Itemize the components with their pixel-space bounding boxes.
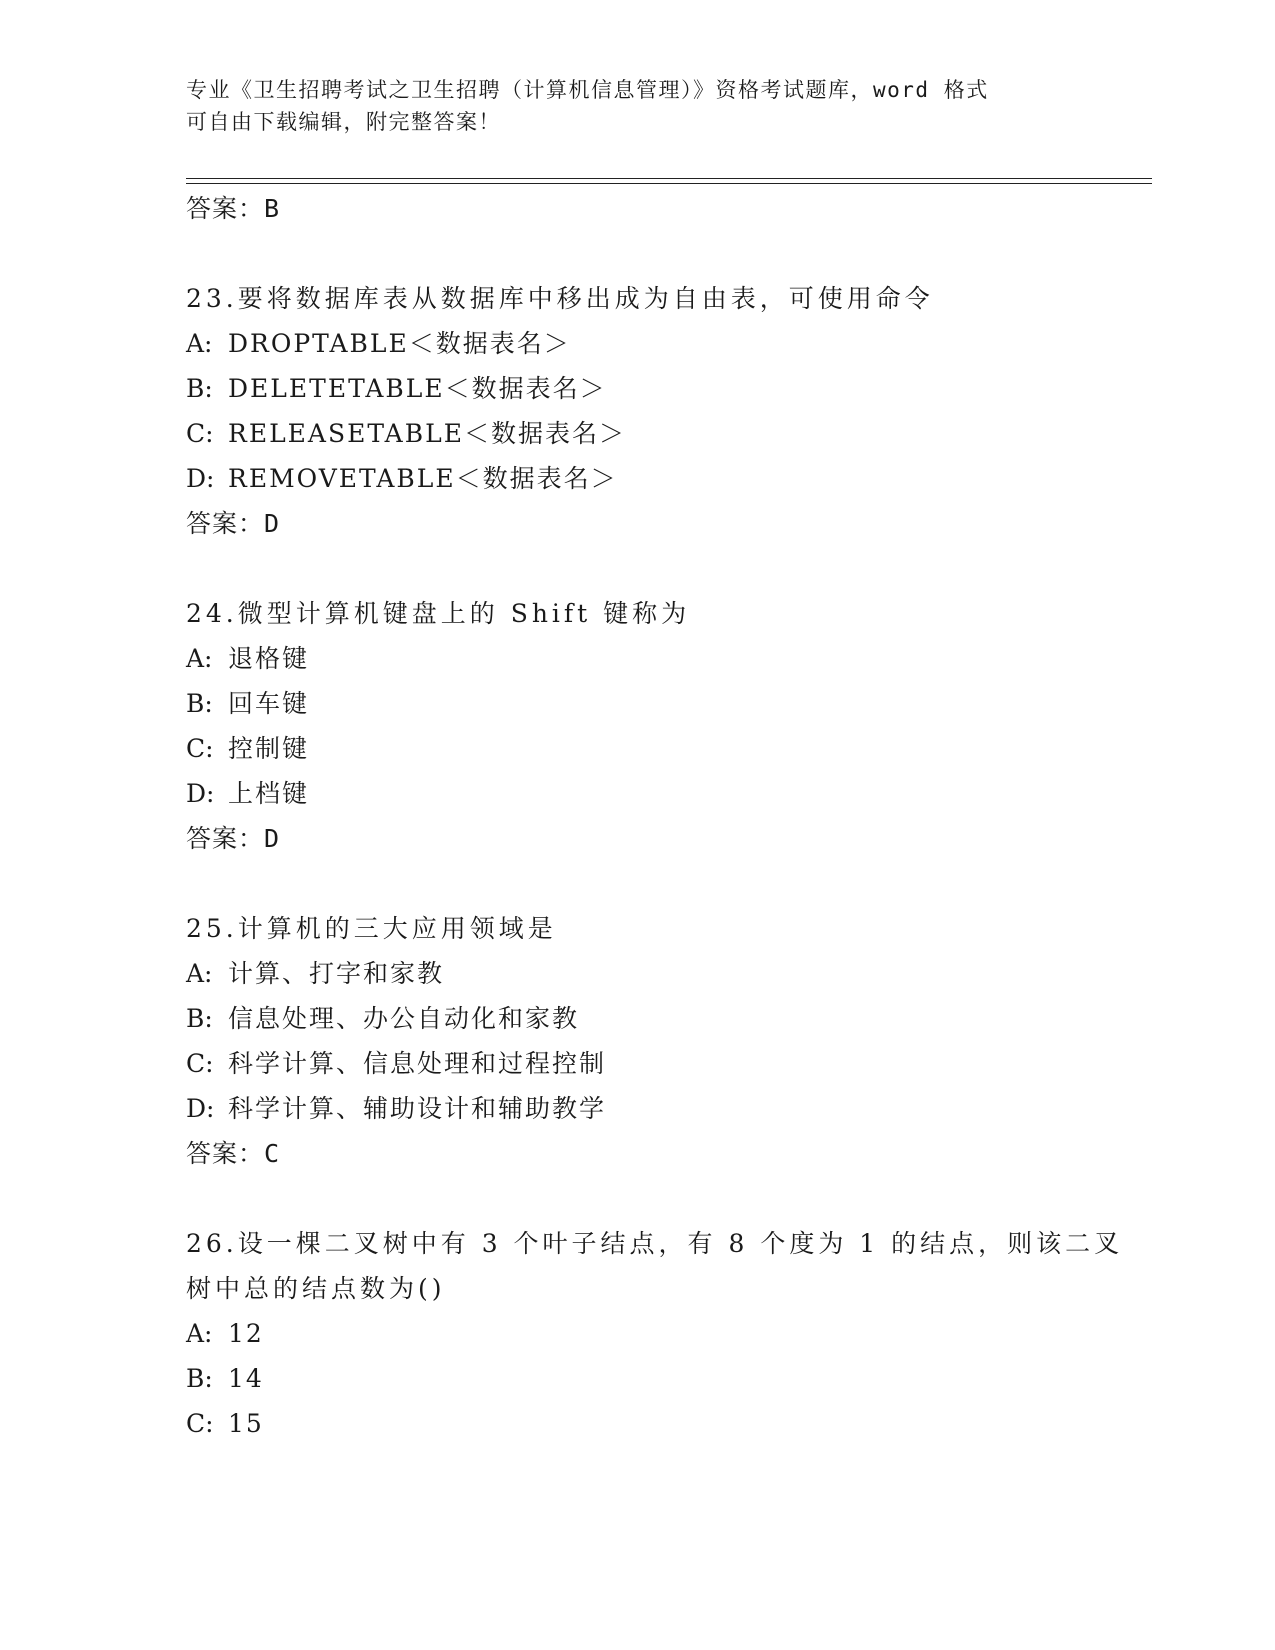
option-text: 科学计算、信息处理和过程控制 <box>228 1049 607 1078</box>
option-letter: D: <box>186 1094 215 1123</box>
question-text: 23.要将数据库表从数据库中移出成为自由表，可使用命令 <box>186 284 934 313</box>
document-header <box>186 74 1066 138</box>
option-d <box>186 1086 1086 1131</box>
question-text: 26.设一棵二叉树中有 3 个叶子结点，有 8 个度为 1 的结点，则该二叉 <box>186 1229 1124 1258</box>
option-letter: C: <box>186 1409 214 1438</box>
option-d <box>186 456 1086 501</box>
option-c <box>186 1041 1086 1086</box>
answer-label: 答案： <box>186 1139 265 1168</box>
option-a <box>186 321 1086 366</box>
question-26 <box>186 1221 1124 1446</box>
option-letter: D: <box>186 464 215 493</box>
answer-line <box>186 816 1086 862</box>
answer-value: D <box>264 824 281 853</box>
question-text: 25.计算机的三大应用领域是 <box>186 914 557 943</box>
option-letter: C: <box>186 734 214 763</box>
question-25 <box>186 906 1086 1177</box>
answer-line <box>186 501 1086 547</box>
option-letter: B: <box>186 374 213 403</box>
question-list <box>186 186 1124 1446</box>
question-text-continued: 树中总的结点数为() <box>186 1274 446 1303</box>
answer-line <box>186 1131 1086 1177</box>
option-text: 科学计算、辅助设计和辅助教学 <box>228 1094 607 1123</box>
option-text: 计算、打字和家教 <box>228 959 445 988</box>
option-text: 15 <box>228 1409 264 1438</box>
option-letter: B: <box>186 1364 213 1393</box>
answer-label: 答案： <box>186 509 265 538</box>
option-text: 14 <box>228 1364 264 1393</box>
option-text: DROPTABLE＜数据表名＞ <box>228 329 571 358</box>
option-letter: A: <box>186 644 213 673</box>
option-letter: B: <box>186 689 213 718</box>
option-letter: C: <box>186 419 214 448</box>
option-b <box>186 996 1086 1041</box>
option-text: RELEASETABLE＜数据表名＞ <box>228 419 626 448</box>
header-rule-bottom <box>186 183 1152 184</box>
answer-value: C <box>264 1139 281 1168</box>
option-text: 退格键 <box>228 644 310 673</box>
option-text: 上档键 <box>228 779 310 808</box>
option-text: 回车键 <box>228 689 310 718</box>
option-text: REMOVETABLE＜数据表名＞ <box>228 464 618 493</box>
header-line-1: 专业《卫生招聘考试之卫生招聘（计算机信息管理）》资格考试题库，word 格式 <box>186 78 989 102</box>
option-c <box>186 411 1086 456</box>
prev-answer-line <box>186 186 1086 232</box>
header-rule-top <box>186 178 1152 179</box>
option-letter: C: <box>186 1049 214 1078</box>
option-text: 12 <box>228 1319 264 1348</box>
option-c <box>186 1401 1086 1446</box>
option-b <box>186 366 1086 411</box>
header-line-2: 可自由下载编辑，附完整答案！ <box>186 110 501 134</box>
option-letter: D: <box>186 779 215 808</box>
option-text: 信息处理、办公自动化和家教 <box>228 1004 580 1033</box>
option-a <box>186 636 1086 681</box>
question-23 <box>186 276 1086 547</box>
option-a <box>186 951 1086 996</box>
option-text: DELETETABLE＜数据表名＞ <box>228 374 607 403</box>
option-c <box>186 726 1086 771</box>
option-b <box>186 1356 1086 1401</box>
answer-value: D <box>264 509 281 538</box>
option-letter: A: <box>186 329 213 358</box>
option-letter: A: <box>186 959 213 988</box>
question-24 <box>186 591 1086 862</box>
answer-value: B <box>264 194 281 223</box>
option-d <box>186 771 1086 816</box>
option-letter: A: <box>186 1319 213 1348</box>
option-a <box>186 1311 1086 1356</box>
question-text: 24.微型计算机键盘上的 Shift 键称为 <box>186 599 691 628</box>
answer-label: 答案： <box>186 824 265 853</box>
option-text: 控制键 <box>228 734 310 763</box>
answer-label: 答案： <box>186 194 265 223</box>
option-letter: B: <box>186 1004 213 1033</box>
option-b <box>186 681 1086 726</box>
